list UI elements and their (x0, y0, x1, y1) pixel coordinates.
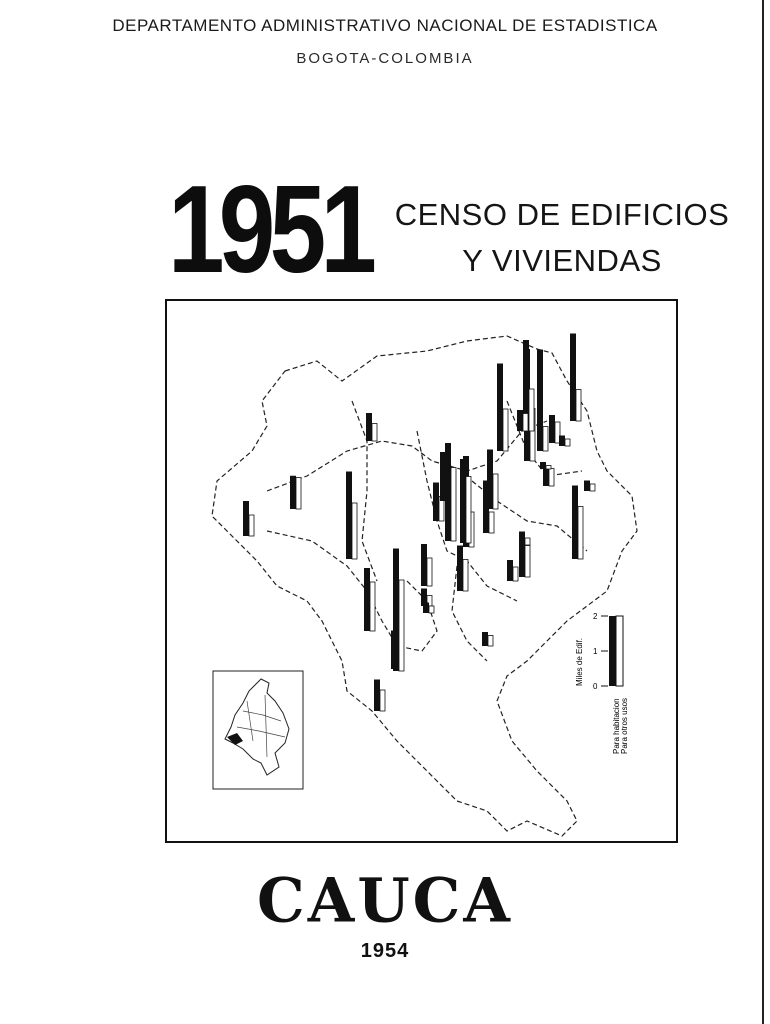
bar-para-otros-usos (380, 690, 385, 711)
bar-para-habitacion (559, 436, 565, 447)
bar-para-habitacion (445, 443, 451, 541)
municipal-boundary (267, 531, 397, 646)
bar-para-otros-usos (525, 546, 530, 578)
bar-para-habitacion (584, 481, 590, 492)
bar-para-otros-usos (429, 606, 434, 613)
bar-para-habitacion (290, 476, 296, 509)
legend-series-otros-usos: Para otros usos (620, 697, 629, 754)
bar-para-habitacion (487, 450, 493, 510)
map-frame (165, 299, 678, 843)
bar-para-otros-usos (489, 512, 494, 533)
bar-para-habitacion (517, 410, 523, 431)
bar-para-habitacion (507, 560, 513, 581)
bar-para-habitacion (393, 549, 399, 672)
bar-para-otros-usos (370, 582, 375, 631)
bar-para-otros-usos (372, 424, 377, 442)
bar-para-otros-usos (463, 560, 468, 592)
bar-para-habitacion (543, 469, 549, 487)
bar-para-otros-usos (565, 439, 570, 446)
bar-para-habitacion (243, 501, 249, 536)
cauca-map (167, 301, 676, 841)
bar-para-otros-usos (513, 567, 518, 581)
bar-para-habitacion (366, 413, 372, 441)
bar-para-habitacion (433, 483, 439, 522)
legend-bar-otros-usos (616, 616, 623, 686)
bar-para-habitacion (519, 532, 525, 578)
bar-para-otros-usos (488, 636, 493, 647)
bar-para-otros-usos (549, 469, 554, 487)
bar-para-otros-usos (576, 390, 581, 422)
bar-para-habitacion (482, 632, 488, 646)
bar-para-otros-usos (546, 466, 551, 470)
bar-para-habitacion (537, 350, 543, 452)
census-title (392, 192, 732, 284)
bar-para-otros-usos (529, 389, 534, 431)
bar-para-otros-usos (296, 478, 301, 510)
legend-axis-label: Miles de Edif. (575, 637, 584, 686)
bar-para-habitacion (460, 459, 466, 543)
institution-name: DEPARTAMENTO ADMINISTRATIVO NACIONAL DE ESTADISTICA (112, 16, 658, 35)
bar-para-habitacion (364, 568, 370, 631)
bar-para-habitacion (497, 364, 503, 452)
inset-colombia-map (213, 671, 303, 789)
bar-para-habitacion (374, 680, 380, 712)
bar-para-habitacion (421, 544, 427, 586)
bar-para-otros-usos (493, 474, 498, 509)
bar-para-otros-usos (543, 427, 548, 452)
department-name: CAUCA (257, 865, 513, 937)
bar-para-otros-usos (590, 484, 595, 491)
city-line: BOGOTA-COLOMBIA (296, 50, 474, 67)
bar-para-otros-usos (427, 558, 432, 586)
bar-para-habitacion (570, 334, 576, 422)
census-title-line-1: CENSO DE EDIFICIOS (394, 197, 730, 232)
census-title-line-2: Y VIVIENDAS (462, 243, 662, 278)
census-year: 1951 (168, 161, 372, 299)
bar-para-otros-usos (249, 515, 254, 536)
bar-para-otros-usos (451, 468, 456, 542)
bar-para-habitacion (457, 546, 463, 592)
bar-para-otros-usos (503, 409, 508, 451)
bar-para-otros-usos (578, 507, 583, 560)
legend-tick-label: 1 (593, 647, 598, 656)
publication-year: 1954 (360, 940, 410, 962)
bar-para-otros-usos (466, 477, 471, 544)
bar-para-otros-usos (399, 580, 404, 671)
legend-tick-label: 2 (593, 612, 598, 621)
legend-tick-label: 0 (593, 682, 598, 691)
bar-para-otros-usos (352, 503, 357, 559)
bar-para-habitacion (549, 415, 555, 443)
bar-para-habitacion (346, 472, 352, 560)
legend-series-habitacion: Para habitacion (612, 698, 621, 754)
legend-bar-habitacion (609, 616, 616, 686)
bar-para-habitacion (540, 462, 546, 469)
bar-para-otros-usos (523, 414, 528, 432)
bar-para-habitacion (572, 486, 578, 560)
bar-para-habitacion (423, 603, 429, 614)
chart-legend (575, 612, 629, 754)
bar-para-otros-usos (525, 538, 530, 545)
